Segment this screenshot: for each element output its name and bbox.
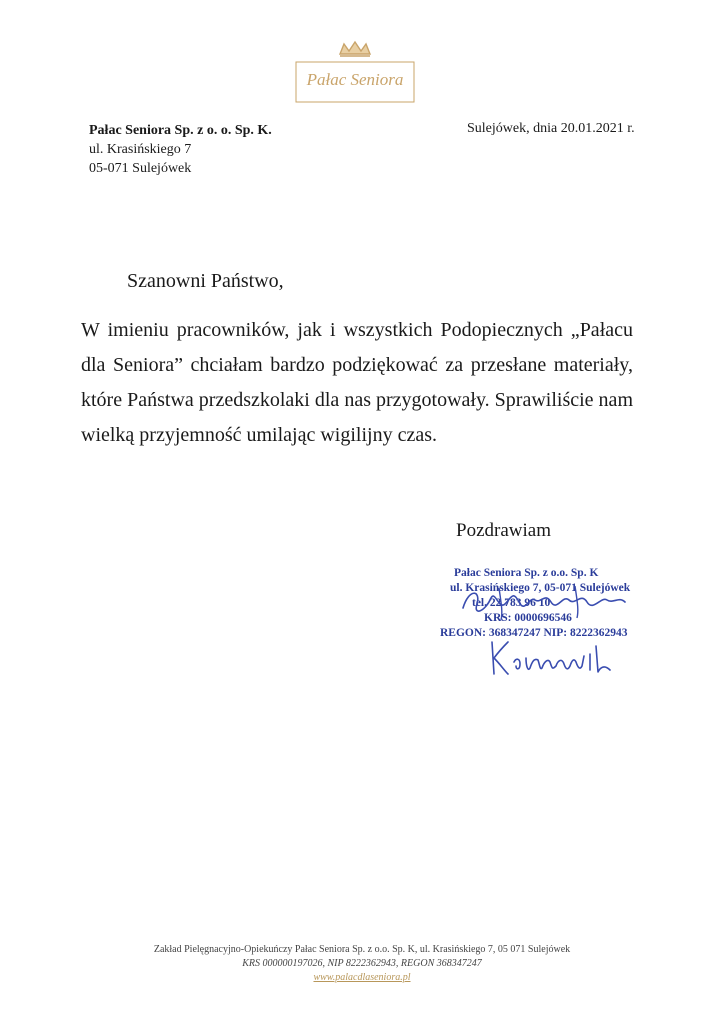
footer-registration-line: KRS 000000197026, NIP 8222362943, REGON 368347247 [242,958,482,969]
stamp-line-company: Pałac Seniora Sp. z o.o. Sp. K [454,567,599,579]
handwritten-signature [455,582,630,622]
stamp-line-address: ul. Krasińskiego 7, 05-071 Sulejówek [450,582,631,594]
logo-text: Pałac Seniora [306,70,404,89]
letter-closing: Pozdrawiam [456,520,551,541]
letter-date: Sulejówek, dnia 20.01.2021 r. [467,121,635,136]
stamp-line-phone: tel. 22 783 96 10 [472,597,551,609]
sender-street: ul. Krasińskiego 7 [89,142,192,157]
letter-body [81,313,633,453]
handwritten-title [486,636,616,678]
letter-greeting: Szanowni Państwo, [127,270,284,292]
letter-body-paragraph: W imieniu pracowników, jak i wszystkich Podopiecznych „Pałacu dla Seniora” chciałam bardzo podziękować za przesłane materiały, które Państwa przedszkolaki dla nas przygotowały. Sprawiliście nam wielką przyjemność umilając wigilijny czas. [81,319,633,446]
footer-website-link[interactable]: www.palacdlaseniora.pl [313,972,411,983]
company-logo [288,40,422,106]
sender-name: Pałac Seniora Sp. z o. o. Sp. K. [89,123,272,138]
sender-address [89,121,272,178]
footer-company-line: Zakład Pielęgnacyjno-Opiekuńczy Pałac Seniora Sp. z o.o. Sp. K, ul. Krasińskiego 7, 05 071 Sulejówek [153,944,571,955]
stamp-line-krs: KRS: 0000696546 [484,612,572,624]
sender-city: 05-071 Sulejówek [89,161,192,176]
stamp-line-regon-nip: REGON: 368347247 NIP: 8222362943 [440,627,628,639]
